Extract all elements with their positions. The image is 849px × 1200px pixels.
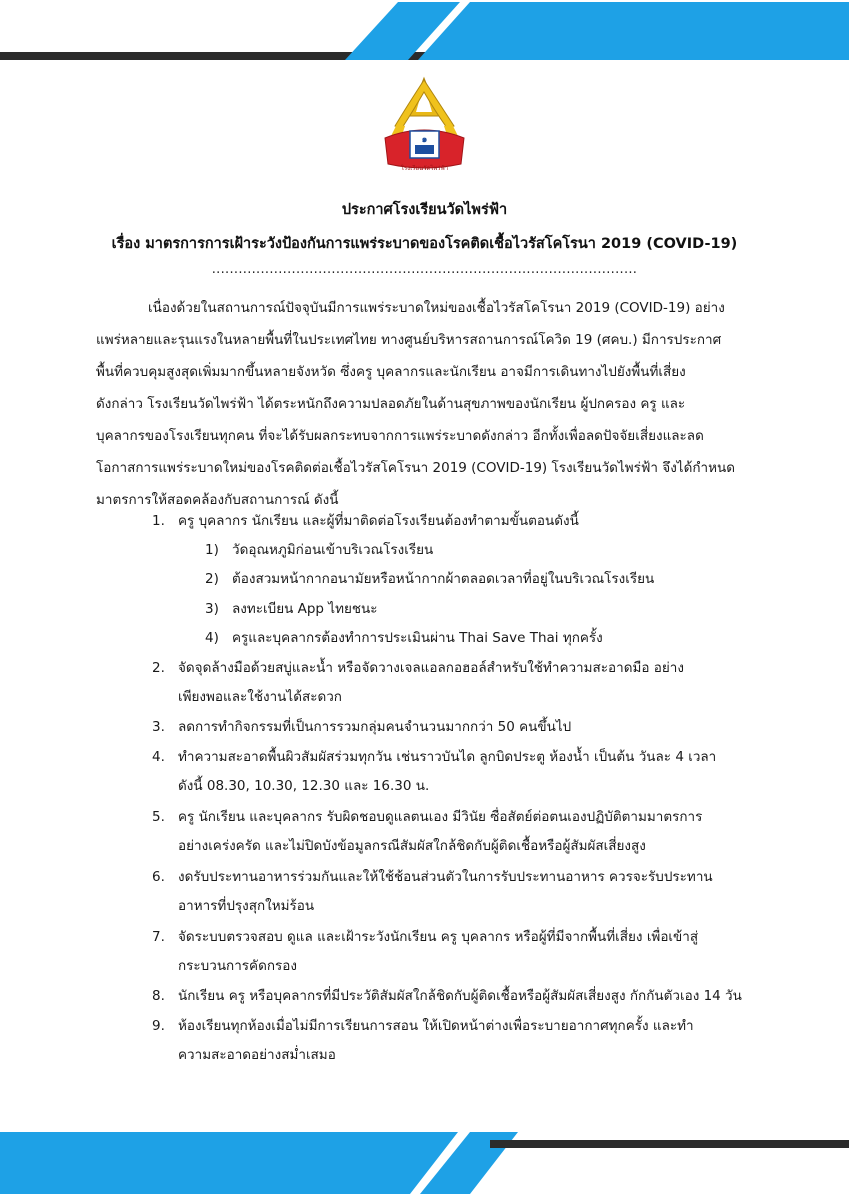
intro-line: มาตรการให้สอดคล้องกับสถานการณ์ ดังนี้ (96, 492, 339, 508)
intro-line: โอกาสการแพร่ระบาดใหม่ของโรคติดต่อเชื้อไวรัสโคโรนา 2019 (COVID-19) โรงเรียนวัดไพร่ฟ้า จึงได้กำหนด (96, 460, 735, 476)
sub-item-text: ครูและบุคลากรต้องทำการประเมินผ่าน Thai Save Thai ทุกครั้ง (232, 630, 603, 646)
item-number: 5. (152, 809, 165, 825)
item-text: ลดการทำกิจกรรมที่เป็นการรวมกลุ่มคนจำนวนมากกว่า 50 คนขึ้นไป (178, 719, 572, 735)
intro-line: ดังกล่าว โรงเรียนวัดไพร่ฟ้า ได้ตระหนักถึงความปลอดภัยในด้านสุขภาพของนักเรียน ผู้ปกครอง ครู และ (96, 396, 686, 412)
item-number: 8. (152, 988, 165, 1004)
item-number: 4. (152, 749, 165, 765)
sub-item-text: ต้องสวมหน้ากากอนามัยหรือหน้ากากผ้าตลอดเวลาที่อยู่ในบริเวณโรงเรียน (232, 571, 655, 587)
sub-item-number: 1) (205, 542, 219, 558)
school-logo (377, 76, 472, 176)
item-text: ครู บุคลากร นักเรียน และผู้ที่มาติดต่อโรงเรียนต้องทำตามขั้นตอนดังนี้ (178, 513, 579, 529)
sub-item-text: วัดอุณหภูมิก่อนเข้าบริเวณโรงเรียน (232, 542, 434, 558)
top-decorative-band (0, 0, 849, 70)
item-text: จัดระบบตรวจสอบ ดูแล และเฝ้าระวังนักเรียน ครู บุคลากร หรือผู้ที่มีจากพื้นที่เสี่ยง เพื่อเข้าสู่ (178, 929, 699, 945)
item-text-continued: กระบวนการคัดกรอง (178, 958, 297, 974)
announcement-title: ประกาศโรงเรียนวัดไพร่ฟ้า (341, 202, 508, 218)
item-text-continued: เพียงพอและใช้งานได้สะดวก (178, 689, 342, 705)
intro-line: บุคลากรของโรงเรียนทุกคน ที่จะได้รับผลกระทบจากการแพร่ระบาดดังกล่าว อีกทั้งเพื่อลดปัจจัยเสี่ยงและลด (96, 428, 704, 444)
item-text: ครู นักเรียน และบุคลากร รับผิดชอบดูแลตนเอง มีวินัย ซื่อสัตย์ต่อตนเองปฏิบัติตามมาตรการ (178, 809, 703, 825)
item-number: 2. (152, 660, 165, 676)
item-text-continued: อย่างเคร่งครัด และไม่ปิดบังข้อมูลกรณีสัมผัสใกล้ชิดกับผู้ติดเชื้อหรือผู้สัมผัสเสี่ยงสูง (178, 838, 646, 854)
item-text-continued: ความสะอาดอย่างสม่ำเสมอ (178, 1047, 336, 1063)
intro-line: เนื่องด้วยในสถานการณ์ปัจจุบันมีการแพร่ระบาดใหม่ของเชื้อไวรัสโคโรนา 2019 (COVID-19) อย่าง (148, 300, 725, 316)
logo-school-name: โรงเรียนวัดไพร่ฟ้า (400, 165, 449, 172)
item-text: จัดจุดล้างมือด้วยสบู่และน้ำ หรือจัดวางเจลแอลกอฮอล์สำหรับใช้ทำความสะอาดมือ อย่าง (178, 660, 684, 676)
sub-item-text: ลงทะเบียน App ไทยชนะ (232, 601, 378, 617)
item-number: 1. (152, 513, 165, 529)
intro-line: พื้นที่ควบคุมสูงสุดเพิ่มมากขึ้นหลายจังหวัด ซึ่งครู บุคลากรและนักเรียน อาจมีการเดินทางไปยังพื้นที่เสี่ยง (96, 364, 686, 380)
item-number: 7. (152, 929, 165, 945)
item-text: ห้องเรียนทุกห้องเมื่อไม่มีการเรียนการสอน ให้เปิดหน้าต่างเพื่อระบายอากาศทุกครั้ง และทำ (178, 1018, 694, 1034)
item-number: 9. (152, 1018, 165, 1034)
intro-paragraph (96, 292, 746, 516)
sub-item-number: 3) (205, 601, 219, 617)
sub-item-number: 4) (205, 630, 219, 646)
bottom-decorative-band (0, 1130, 849, 1200)
item-number: 3. (152, 719, 165, 735)
logo-number: ๑ (421, 135, 428, 145)
sub-item-number: 2) (205, 571, 219, 587)
item-text: ทำความสะอาดพื้นผิวสัมผัสร่วมทุกวัน เช่นราวบันได ลูกบิดประตู ห้องน้ำ เป็นต้น วันละ 4 เวลา (178, 749, 717, 765)
dotted-separator: ................................................................................................ (211, 262, 638, 277)
item-text: งดรับประทานอาหารร่วมกันและให้ใช้ช้อนส่วนตัวในการรับประทานอาหาร ควรจะรับประทาน (178, 869, 713, 885)
item-text-continued: อาหารที่ปรุงสุกใหม่ร้อน (178, 898, 315, 914)
item-text-continued: ดังนี้ 08.30, 10.30, 12.30 และ 16.30 น. (178, 778, 430, 794)
announcement-subject: เรื่อง มาตรการการเฝ้าระวังป้องกันการแพร่ระบาดของโรคติดเชื้อไวรัสโคโรนา 2019 (COVID-19) (111, 236, 738, 252)
item-number: 6. (152, 869, 165, 885)
intro-line: แพร่หลายและรุนแรงในหลายพื้นที่ในประเทศไทย ทางศูนย์บริหารสถานการณ์โควิด 19 (ศคบ.) มีการประกาศ (96, 332, 722, 348)
item-text: นักเรียน ครู หรือบุคลากรที่มีประวัติสัมผัสใกล้ชิดกับผู้ติดเชื้อหรือผู้สัมผัสเสี่ยงสูง กักกันตัวเอง 14 วัน (178, 988, 742, 1004)
